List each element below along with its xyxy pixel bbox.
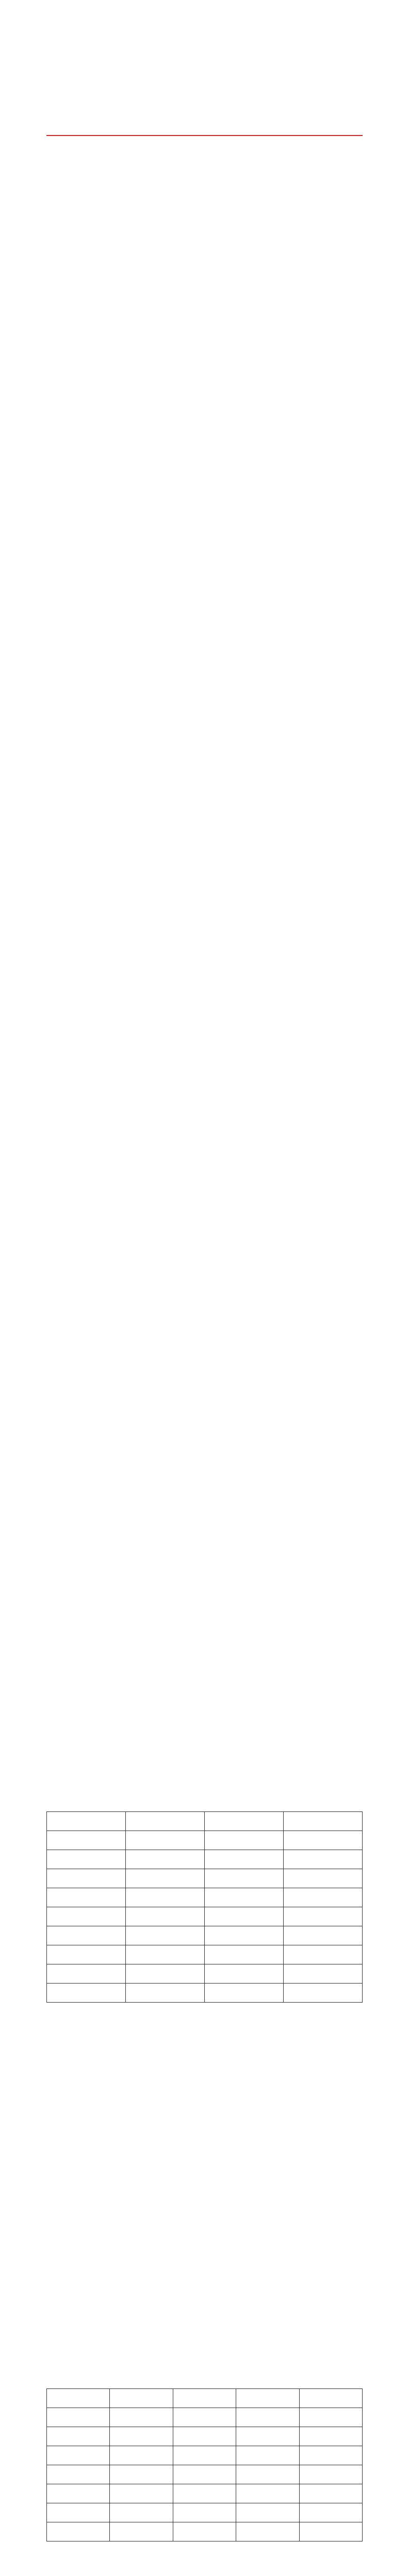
notice-body-continued xyxy=(46,598,363,613)
annex-2-page xyxy=(0,2308,409,2576)
registration-table xyxy=(46,2388,363,2541)
annex-2-title xyxy=(46,2365,363,2377)
notice-page-2 xyxy=(0,577,409,1154)
notice-page-1 xyxy=(0,0,409,577)
notice-page-3 xyxy=(0,1154,409,1731)
annex-1-label xyxy=(46,1767,363,1776)
annex-2-label xyxy=(46,2344,363,2353)
annex-1-title xyxy=(46,1788,363,1800)
page-number xyxy=(0,1128,409,1136)
schedule-table xyxy=(46,1811,363,2003)
red-divider xyxy=(46,135,363,136)
notice-body xyxy=(46,222,363,237)
page-number xyxy=(0,2282,409,2290)
doc-number xyxy=(46,118,363,128)
page-number xyxy=(0,551,409,558)
notice-title xyxy=(46,160,363,222)
org-title xyxy=(46,77,363,98)
notice-signature xyxy=(46,1175,363,1190)
page-number xyxy=(0,1705,409,1713)
annex-1-page xyxy=(0,1731,409,2308)
